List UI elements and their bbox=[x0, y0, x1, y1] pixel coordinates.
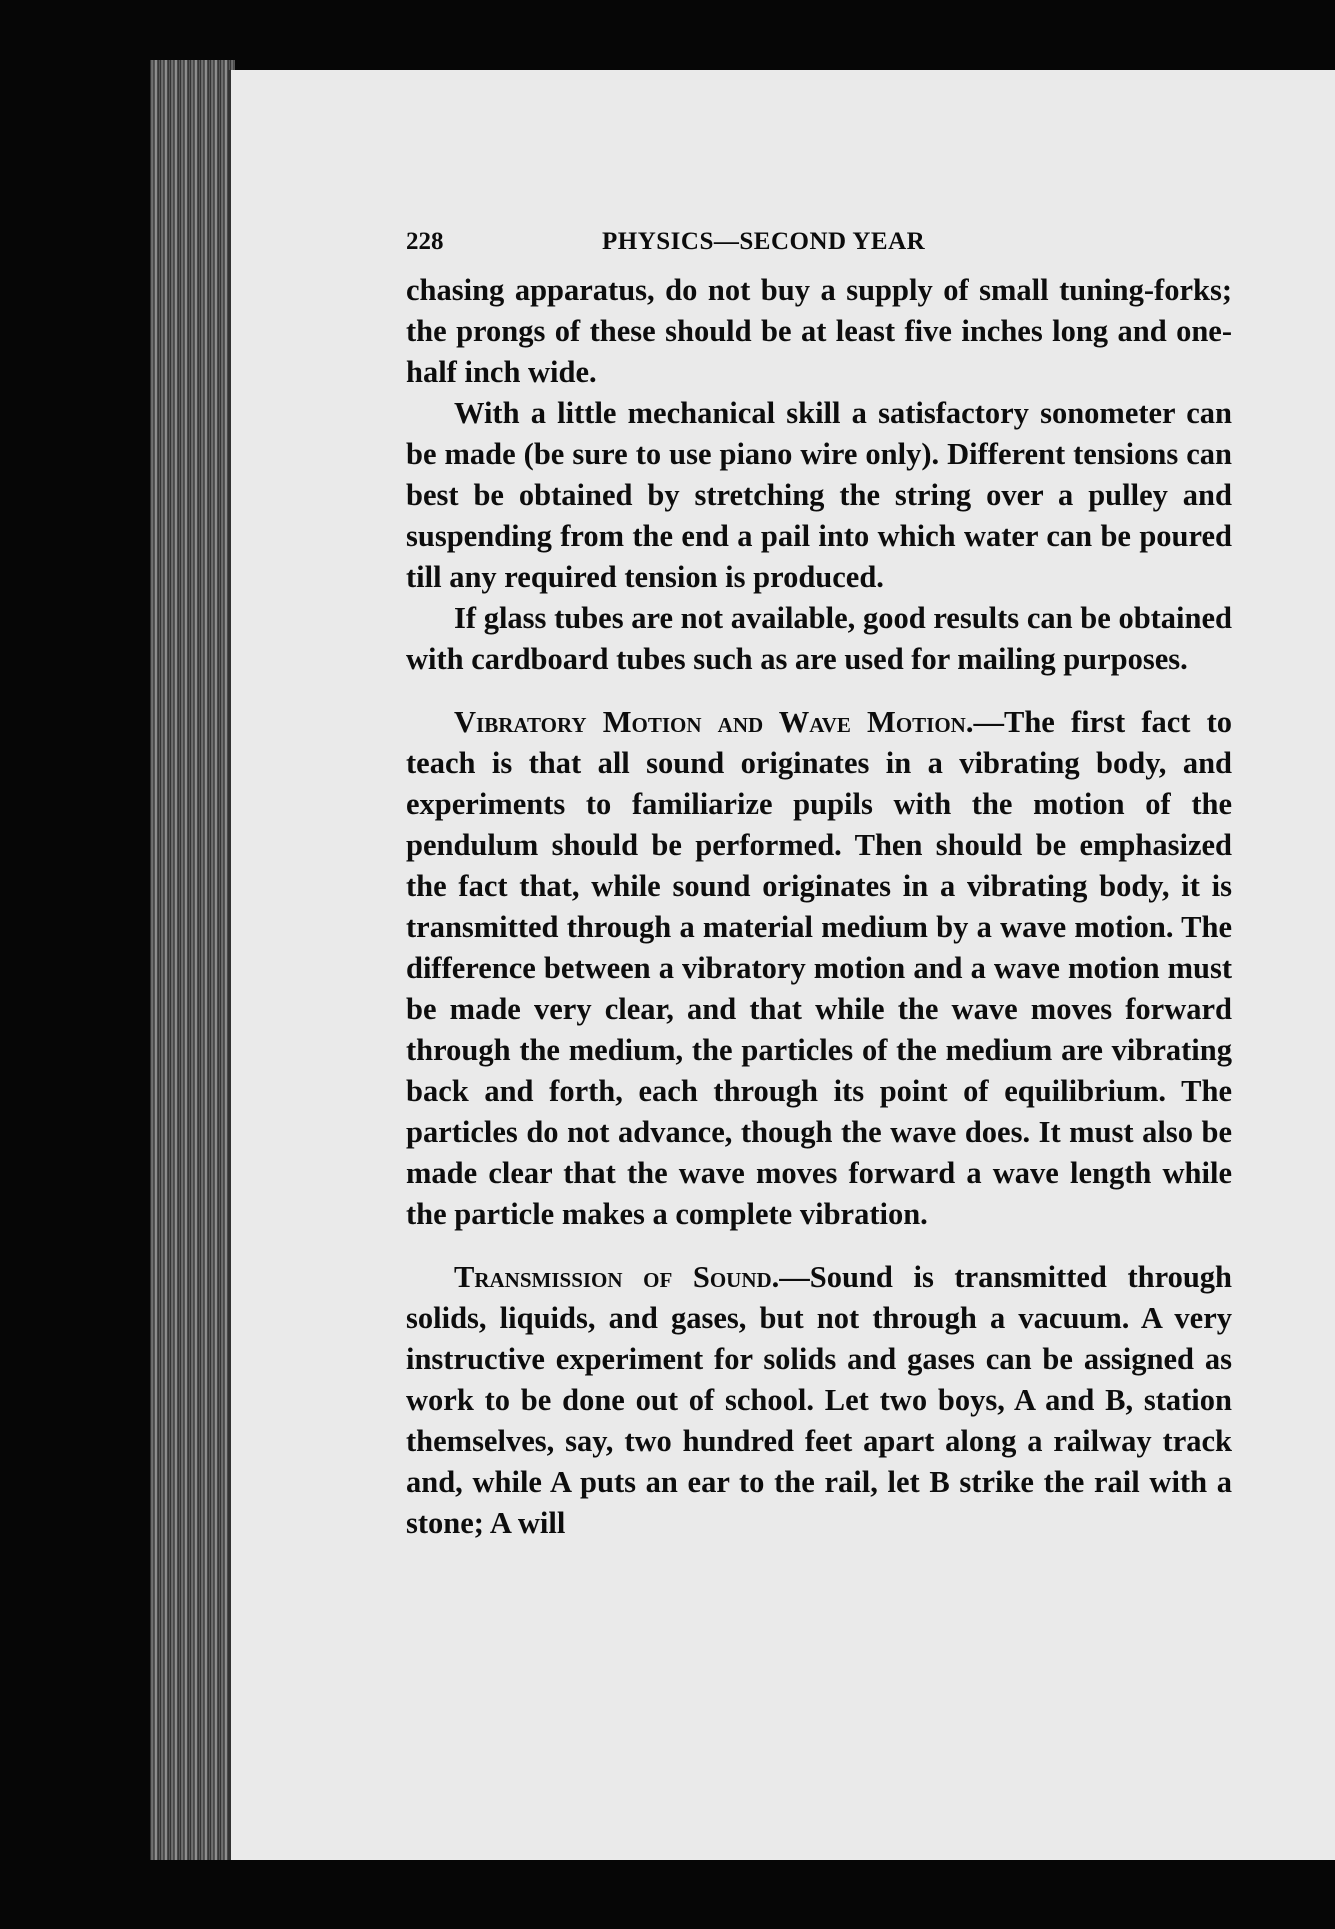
section-heading: Vibratory Motion and Wave Motion. bbox=[454, 705, 974, 739]
paragraph-text: With a little mechanical skill a satisfactory sonometer can be made (be sure to use piano wire only). Different tensions can best be obtained by stretching the string over a pulley and suspending from the end a pail into which water can be poured till any required tension is produced. bbox=[406, 396, 1232, 594]
running-head bbox=[406, 228, 1232, 256]
section-heading: Transmission of Sound. bbox=[454, 1260, 780, 1294]
page-content bbox=[406, 228, 1232, 1544]
book-page bbox=[228, 70, 1335, 1860]
section-vibratory-motion bbox=[406, 702, 1232, 1235]
running-title: PHYSICS—SECOND YEAR bbox=[602, 228, 926, 255]
paragraph-text: —The first fact to teach is that all sound originates in a vibrating body, and experiments to familiarize pupils with the motion of the pendulum should be performed. Then should be emphasized the fact that, while sound originates in a vibrating body, it is transmitted through a material medium by a wave motion. The difference between a vibratory motion and a wave motion must be made very clear, and that while the wave moves forward through the medium, the particles of the medium are vibrating back and forth, each through its point of equilibrium. The particles do not advance, though the wave does. It must also be made clear that the wave moves forward a wave length while the particle makes a complete vibration. bbox=[406, 705, 1233, 1231]
paragraph-text: If glass tubes are not available, good results can be obtained with cardboard tubes such as are used for mailing purposes. bbox=[406, 601, 1232, 676]
book-page-edges bbox=[150, 60, 235, 1860]
paragraph-1 bbox=[406, 270, 1232, 393]
section-transmission-of-sound bbox=[406, 1257, 1232, 1544]
paragraph-text: —Sound is transmitted through solids, liquids, and gases, but not through a vacuum. A very instructive experiment for solids and gases can be assigned as work to be done out of school. Let two boys, A and B, station themselves, say, two hundred feet apart along a railway track and, while A puts an ear to the rail, let B strike the rail with a stone; A will bbox=[406, 1260, 1232, 1540]
paragraph-text: chasing apparatus, do not buy a supply of small tuning-forks; the prongs of these should be at least five inches long and one-half inch wide. bbox=[406, 273, 1232, 389]
paragraph-2 bbox=[406, 393, 1232, 598]
paragraph-3 bbox=[406, 598, 1232, 680]
page-number: 228 bbox=[406, 228, 444, 255]
